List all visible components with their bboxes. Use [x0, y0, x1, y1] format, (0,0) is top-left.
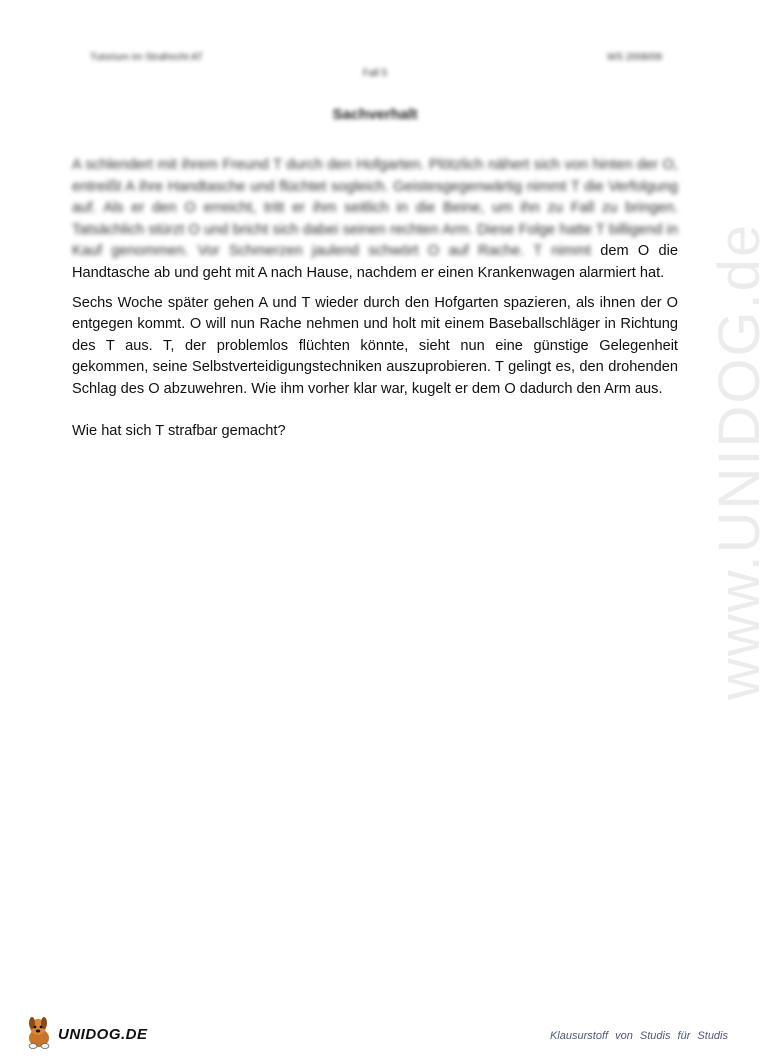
paragraph-1-visible: dem O die Handtasche ab und geht mit A nach Hause, nachdem er einen Krankenwagen alarmiert hat.: [72, 243, 678, 281]
dog-mascot-icon: [24, 1014, 58, 1050]
footer-tagline: Klausurstoff von Studis für Studis: [549, 1030, 728, 1042]
unidog-logo: [24, 1014, 164, 1050]
paragraph-1-blurred: A schlendert mit ihrem Freund T durch den Hofgarten. Plötzlich nähert sich von hinten der O, entreißt A ihre Handtasche und flüchtet sogleich. Geistesgegenwärtig nimmt T die Verfolgung auf. Als er den O erreicht, tritt er ihm seitlich in die Beine, um ihn zu Fall zu bringen. Tatsächlich stürzt O und bricht sich dabei seinen rechten Arm. Diese Folge hatte T billigend in Kauf genommen. Vor Schmerzen jaulend schwört O auf Rache. T nimmt: [72, 157, 678, 260]
page-title: Sachverhalt: [332, 106, 418, 123]
watermark: www.UNIDOG.de: [707, 222, 772, 700]
logo-text: UNIDOG.DE: [58, 1026, 148, 1043]
question: Wie hat sich T strafbar gemacht?: [72, 422, 286, 439]
case-text: [72, 155, 678, 450]
header-semester: WS 2008/09: [606, 52, 662, 63]
paragraph-2: Sechs Woche später gehen A und T wieder durch den Hofgarten spazieren, als ihnen der O entgegen kommt. O will nun Rache nehmen und holt mit einem Baseballschläger in Richtung des T aus. T, der problemlos flüchten könnte, sieht nun eine günstige Gelegenheit gekommen, seine Selbstverteidigungstechniken auszuprobieren. T gelingt es, den drohenden Schlag des O abzuwehren. Wie ihm vorher klar war, kugelt er dem O dadurch den Arm aus.: [72, 294, 678, 397]
paragraph-1: [72, 155, 678, 285]
header-course: Tutorium im Strafrecht AT: [90, 52, 203, 63]
header-case-number: Fall 5: [362, 68, 388, 79]
